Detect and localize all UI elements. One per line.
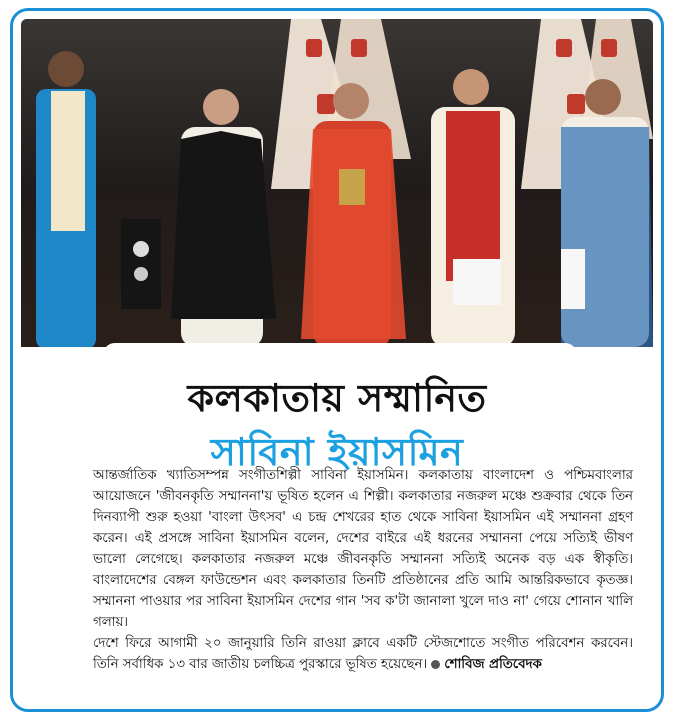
byline: শোবিজ প্রতিবেদক (444, 657, 542, 672)
headline-tab (103, 343, 577, 367)
headline-line-2: সাবিনা ইয়াসমিন (210, 429, 464, 474)
article-frame (10, 8, 664, 712)
event-photo (21, 19, 653, 347)
event-photo-illustration (21, 19, 653, 347)
article-paragraph-1: আন্তর্জাতিক খ্যাতিসম্পন্ন সংগীতশিল্পী সাবিনা ইয়াসমিন। কলকাতায় বাংলাদেশ ও পশ্চিমবাংলার আয়োজনে 'জীবনকৃতি সম্মাননা'য় ভূষিত হলেন এ শিল্পী। কলকাতার নজরুল মঞ্চে শুক্রবার থেকে তিন দিনব্যাপী শুরু হওয়া 'বাংলা উৎসব' এ চন্দ্র শেখরের হাত থেকে সাবিনা ইয়াসমিন এই সম্মাননা গ্রহণ করেন। এই প্রসঙ্গে সাবিনা ইয়াসমিন বলেন, দেশের বাইরে এই ধরনের সম্মাননা পেয়ে সত্যিই ভীষণ ভালো লেগেছে। কলকাতার নজরুল মঞ্চে জীবনকৃতি সম্মাননা সত্যিই অনেক বড় এক স্বীকৃতি। বাংলাদেশের বেঙ্গল ফাউন্ডেশন এবং কলকাতার তিনটি প্রতিষ্ঠানের প্রতি আমি আন্তরিকভাবে কৃতজ্ঞ। সম্মাননা পাওয়ার পর সাবিনা ইয়াসমিন দেশের গান 'সব ক'টা জানালা খুলে দাও না' গেয়ে শোনান খালি গলায়। (93, 468, 633, 630)
headline-line-1: কলকাতায় সম্মানিত (187, 375, 487, 420)
article-paragraph-2 (93, 633, 633, 675)
bullet-icon (431, 660, 440, 669)
article-paragraph-2-text: দেশে ফিরে আগামী ২০ জানুয়ারি তিনি রাওয়া ক্লাবে একটি স্টেজশোতে সংগীত পরিবেশন করবেন। তিনি সর্বাধিক ১৩ বার জাতীয় চলচ্চিত্র পুরস্কারে ভূষিত হয়েছেন। (93, 636, 633, 672)
article-body (93, 465, 633, 675)
